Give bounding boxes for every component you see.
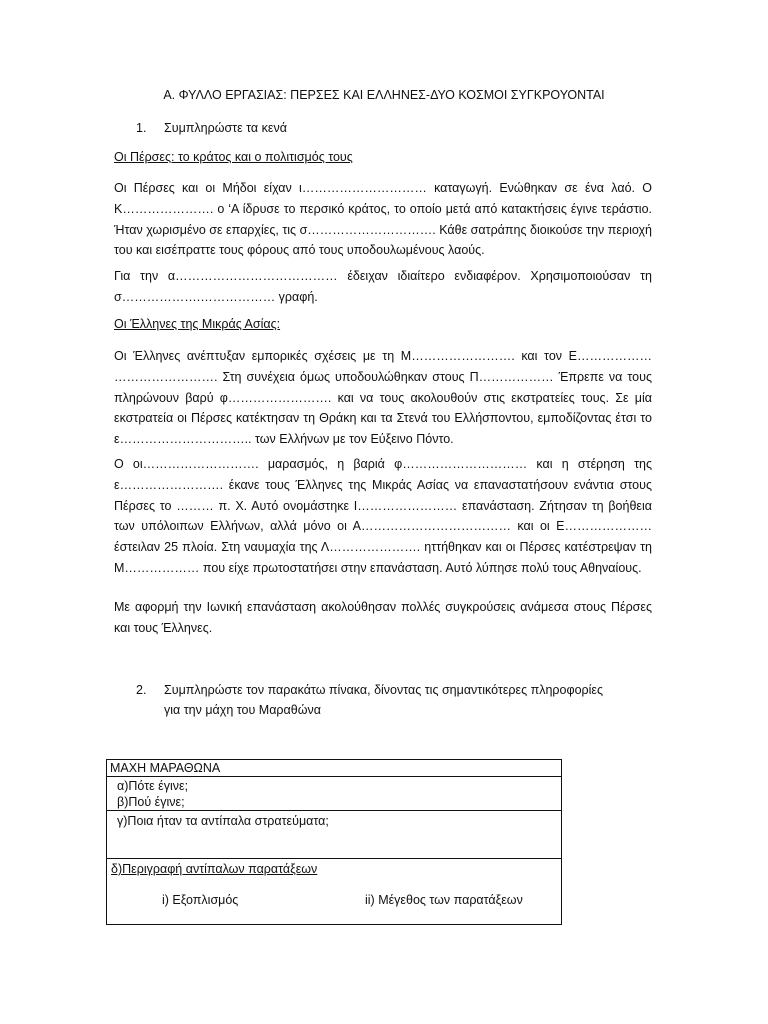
question-2: [136, 680, 656, 720]
table-row-formations-label: δ)Περιγραφή αντίπαλων παρατάξεων: [111, 862, 318, 876]
marathon-table: [106, 759, 562, 925]
paragraph-greeks-1: Οι Έλληνες ανέπτυξαν εμπορικές σχέσεις με τη Μ……………………. και τον Ε……………… ……………………. Στη συνέχεια όμως υποδουλώθηκαν στους Π……………… Έπρεπε να τους πληρώνουν βαρύ φ……………………. και να τους ακολουθούν στις εκστρατείες τους. Σε μία εκστρατεία οι Πέρσες κατέκτησαν τη Θράκη και τα Στενά του Ελλήσποντου, εμποδίζοντας έτσι το ε………………………….. των Ελλήνων με τον Εύξεινο Πόντο.: [114, 349, 652, 447]
question-2-text: Συμπληρώστε τον παρακάτω πίνακα, δίνοντας τις σημαντικότερες πληροφορίες: [164, 683, 604, 697]
table-subitem-size: ii) Μέγεθος των παρατάξεων: [365, 893, 523, 907]
table-subitem-equipment: i) Εξοπλισμός: [162, 893, 239, 907]
table-header-row: [107, 760, 561, 776]
paragraph-greeks-3: Με αφορμή την Ιωνική επανάσταση ακολούθησαν πολλές συγκρούσεις ανάμεσα στους Πέρσες και τους Έλληνες.: [114, 600, 652, 635]
question-1: [136, 118, 656, 138]
table-row-where: β)Πού έγινε;: [117, 795, 185, 809]
table-row-when-where: [107, 776, 561, 811]
page-title: Α. ΦΥΛΛΟ ΕΡΓΑΣΙΑΣ: ΠΕΡΣΕΣ ΚΑΙ ΕΛΛΗΝΕΣ-ΔΥΟ ΚΟΣΜΟΙ ΣΥΓΚΡΟΥΟΝΤΑΙ: [163, 88, 605, 102]
section-heading-asia-minor-greeks: Οι Έλληνες της Μικράς Ασίας:: [114, 317, 281, 331]
question-2-text-continued: για την μάχη του Μαραθώνα: [164, 703, 321, 717]
table-row-formations: [107, 858, 561, 925]
table-row-armies-label: γ)Ποια ήταν τα αντίπαλα στρατεύματα;: [117, 814, 329, 828]
table-row-armies: [107, 810, 561, 859]
paragraph-persians-2: Για την α………………………………… έδειχαν ιδιαίτερο ενδιαφέρον. Χρησιμοποιούσαν τη σ……………….……………… γραφή.: [114, 269, 652, 304]
paragraph-greeks-2: Ο οι………………………. μαρασμός, η βαριά φ………………………… και η στέρηση της ε……………………. έκανε τους Έλληνες της Μικράς Ασίας να επαναστατήσουν ενάντια στους Πέρσες το ……… π. Χ. Αυτό ονομάστηκε Ι…………………… επανάσταση. Ζήτησαν τη βοήθεια των υπόλοιπων Ελλήνων, αλλά μόνο οι Α……………………………… και οι Ε………………… έστειλαν 25 πλοία. Στη ναυμαχία της Λ…………………. ηττήθηκαν και οι Πέρσες κατέστρεψαν τη Μ……………… που είχε πρωτοστατήσει στην επανάσταση. Αυτό λύπησε πολύ τους Αθηναίους.: [114, 457, 652, 575]
question-1-number: 1.: [136, 121, 147, 135]
question-2-number: 2.: [136, 683, 147, 697]
section-heading-persians: Οι Πέρσες: το κράτος και ο πολιτισμός τους: [114, 150, 353, 164]
paragraph-persians-1: Οι Πέρσες και οι Μήδοι είχαν ι………………………… καταγωγή. Ενώθηκαν σε ένα λαό. Ο Κ…………………. ο ‘Α ίδρυσε το περσικό κράτος, το οποίο μετά από κατακτήσεις έγινε τεράστιο. Ήταν χωρισμένο σε επαρχίες, τις σ…………………………. Κάθε σατράπης διοικούσε την περιοχή του και εισέπραττε τους φόρους από τους υποδουλωμένους λαούς.: [114, 181, 652, 258]
table-row-when: α)Πότε έγινε;: [117, 779, 189, 793]
table-header: ΜΑΧΗ ΜΑΡΑΘΩΝΑ: [110, 761, 221, 775]
question-1-text: Συμπληρώστε τα κενά: [164, 121, 287, 135]
